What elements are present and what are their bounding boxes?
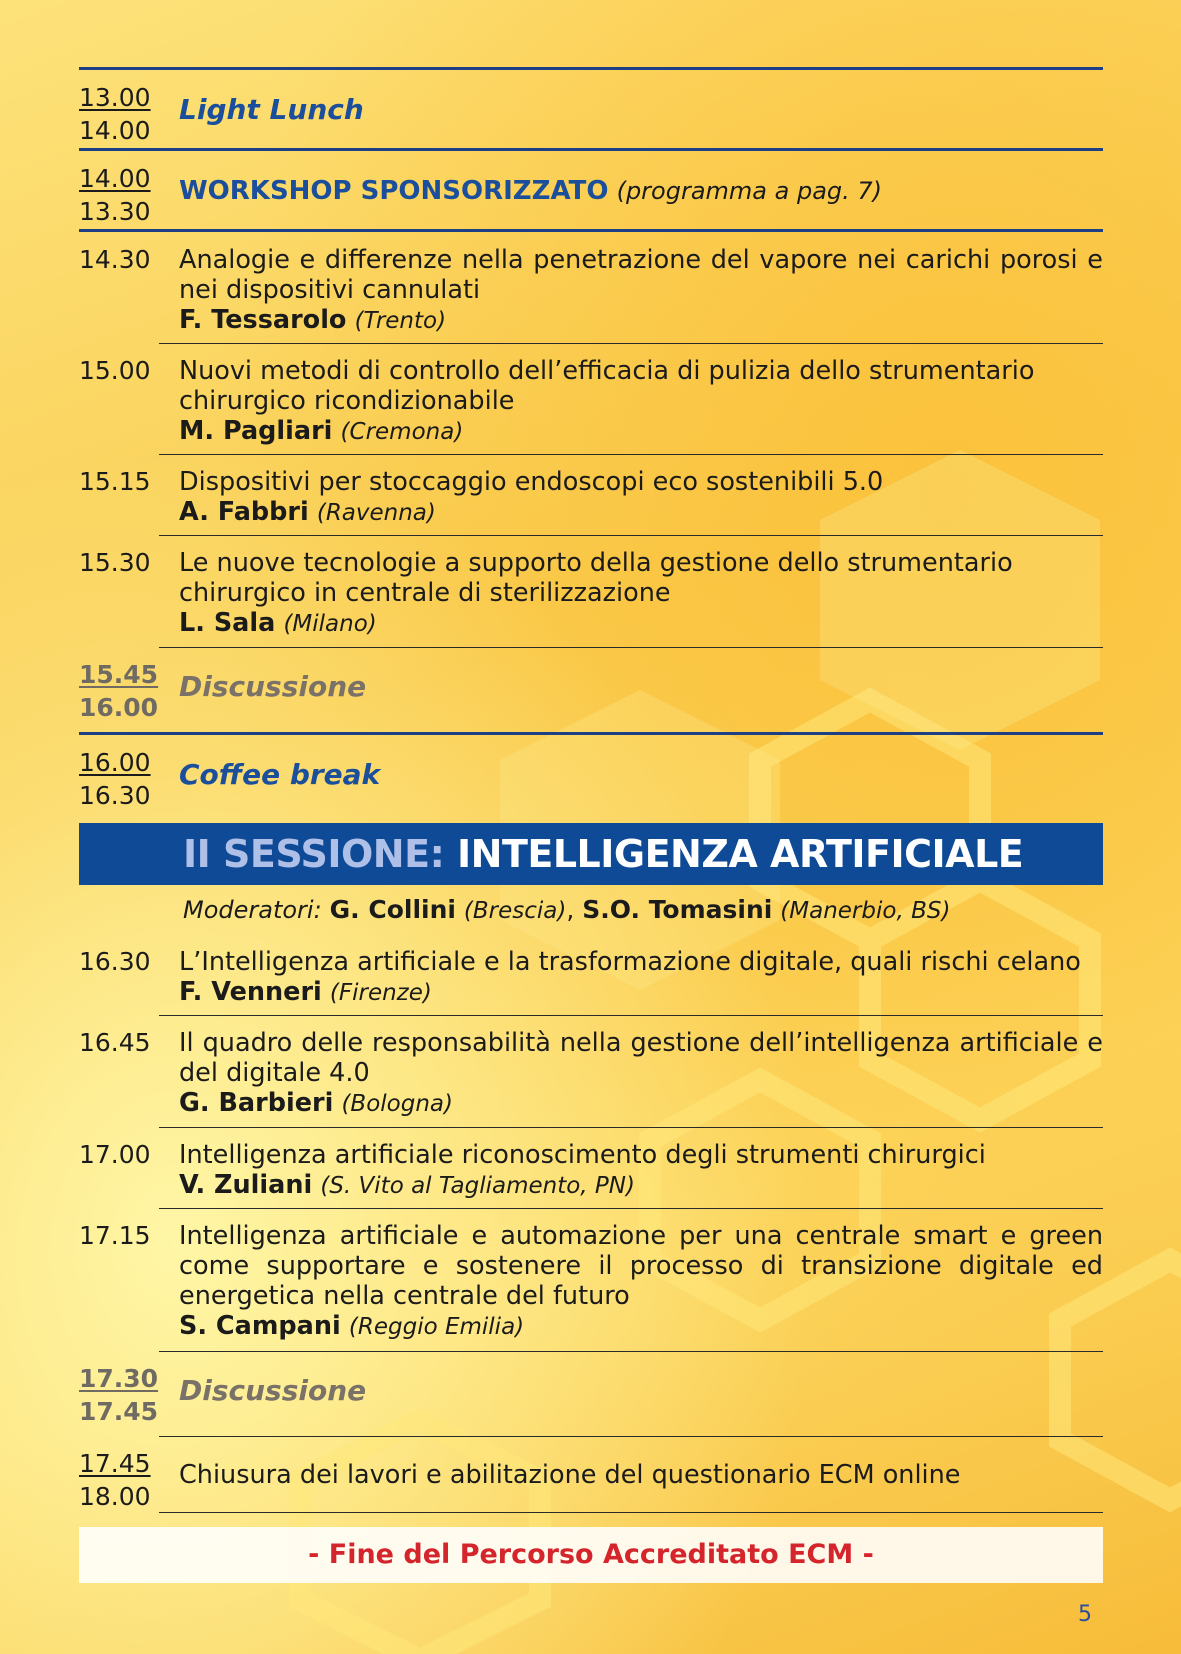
start-time: 13.00 [79, 83, 151, 112]
closing-row [79, 1436, 1103, 1512]
discussion-title: Discussione [179, 1374, 367, 1407]
talk-time: 15.15 [79, 467, 151, 496]
talk-row [79, 535, 1103, 647]
divider [159, 454, 1103, 455]
moderator-name: S.O. Tomasini [582, 895, 773, 924]
speaker-name: L. Sala [179, 608, 276, 638]
speaker-city: (Bologna) [341, 1091, 453, 1117]
talk-title: Analogie e differenze nella penetrazione del vapore nei carichi porosi e nei dispositivi cannulati [179, 245, 1103, 305]
speaker-city: (S. Vito al Tagliamento, PN) [320, 1173, 635, 1199]
end-time: 14.00 [79, 116, 151, 145]
divider [159, 343, 1103, 344]
talk-title: Dispositivi per stoccaggio endoscopi eco sostenibili 5.0 [179, 467, 884, 497]
end-time: 17.45 [79, 1397, 159, 1426]
talk-time: 14.30 [79, 245, 151, 274]
divider [159, 1127, 1103, 1128]
discussion-title: Discussione [179, 670, 367, 703]
discussion-times [79, 1351, 179, 1436]
discussion-row [79, 647, 1103, 732]
session-lead: II SESSIONE: [183, 832, 445, 876]
talk-row [79, 1127, 1103, 1208]
speaker-name: G. Barbieri [179, 1088, 334, 1118]
speaker-city: (Firenze) [329, 980, 432, 1006]
start-time: 16.00 [79, 748, 151, 777]
speaker-name: F. Tessarolo [179, 305, 347, 335]
moderators-label: Moderatori: [183, 896, 322, 924]
program-page [79, 67, 1103, 1583]
speaker-city: (Cremona) [340, 419, 464, 445]
talks-session2 [79, 934, 1103, 1513]
moderator-city: (Manerbio, BS) [780, 898, 951, 924]
talk-time: 16.30 [79, 947, 151, 976]
closing-times [79, 1436, 179, 1512]
end-note: - Fine del Percorso Accreditato ECM - [79, 1527, 1103, 1583]
speaker-name: F. Venneri [179, 977, 322, 1007]
talk-row [79, 454, 1103, 535]
start-time: 15.45 [79, 660, 159, 689]
end-time: 13.30 [79, 197, 151, 226]
session-title [183, 832, 1023, 876]
workshop-note: (programma a pag. 7) [616, 177, 883, 205]
speaker-name: M. Pagliari [179, 416, 333, 446]
talk-row [79, 1015, 1103, 1127]
start-time: 17.45 [79, 1449, 151, 1478]
discussion-times [79, 647, 179, 732]
divider [159, 1351, 1103, 1352]
lunch-times [79, 70, 179, 148]
talk-title: Intelligenza artificiale e automazione per una centrale smart e green come supportare e sostenere il processo di transizione digitale ed energetica nella centrale del futuro [179, 1221, 1103, 1311]
coffee-title: Coffee break [179, 758, 381, 791]
end-time: 16.00 [79, 693, 159, 722]
talk-title: L’Intelligenza artificiale e la trasformazione digitale, quali rischi celano [179, 947, 1081, 977]
divider [159, 1436, 1103, 1437]
talk-title: Intelligenza artificiale riconoscimento degli strumenti chirurgici [179, 1140, 986, 1170]
talk-time: 17.00 [79, 1140, 151, 1169]
talk-time: 15.30 [79, 548, 151, 577]
discussion-row [79, 1351, 1103, 1436]
talk-time: 17.15 [79, 1221, 151, 1250]
talks-session1 [79, 229, 1103, 732]
talk-title: Nuovi metodi di controllo dell’efficacia di pulizia dello strumentario chirurgico ricondizionabile [179, 356, 1035, 416]
talk-time: 16.45 [79, 1028, 151, 1057]
speaker-city: (Milano) [283, 611, 377, 637]
lunch-title: Light Lunch [179, 93, 364, 126]
talk-row [79, 934, 1103, 1015]
start-time: 17.30 [79, 1364, 159, 1393]
workshop-row [79, 148, 1103, 229]
talk-row [79, 232, 1103, 343]
talk-row [79, 343, 1103, 454]
speaker-city: (Ravenna) [316, 500, 436, 526]
speaker-name: S. Campani [179, 1311, 341, 1341]
speaker-name: V. Zuliani [179, 1170, 313, 1200]
lunch-row [79, 67, 1103, 148]
closing-title: Chiusura dei lavori e abilitazione del questionario ECM online [179, 1460, 961, 1490]
coffee-times [79, 735, 179, 813]
workshop-title: WORKSHOP SPONSORIZZATO [179, 176, 609, 206]
moderators: Moderatori: G. Collini (Brescia), S.O. Tomasini (Manerbio, BS) [183, 895, 951, 924]
talk-row [79, 1208, 1103, 1351]
talk-title: Le nuove tecnologie a supporto della gestione dello strumentario chirurgico in centrale di sterilizzazione [179, 548, 1013, 608]
divider [159, 535, 1103, 536]
divider [159, 1512, 1103, 1513]
speaker-city: (Reggio Emilia) [348, 1314, 525, 1340]
session-header [79, 823, 1103, 885]
divider [159, 647, 1103, 648]
end-time: 18.00 [79, 1482, 151, 1511]
moderator-city: (Brescia) [463, 898, 567, 924]
page-number: 5 [1078, 1602, 1092, 1627]
coffee-row [79, 732, 1103, 813]
workshop-times [79, 151, 179, 229]
speaker-city: (Trento) [354, 308, 447, 334]
session-name: INTELLIGENZA ARTIFICIALE [457, 832, 1024, 876]
speaker-name: A. Fabbri [179, 497, 309, 527]
end-time: 16.30 [79, 781, 151, 810]
talk-time: 15.00 [79, 356, 151, 385]
divider [159, 1015, 1103, 1016]
talk-title: Il quadro delle responsabilità nella gestione dell’intelligenza artificiale e del digitale 4.0 [179, 1028, 1103, 1088]
divider [159, 1208, 1103, 1209]
moderator-name: G. Collini [329, 895, 456, 924]
start-time: 14.00 [79, 164, 151, 193]
